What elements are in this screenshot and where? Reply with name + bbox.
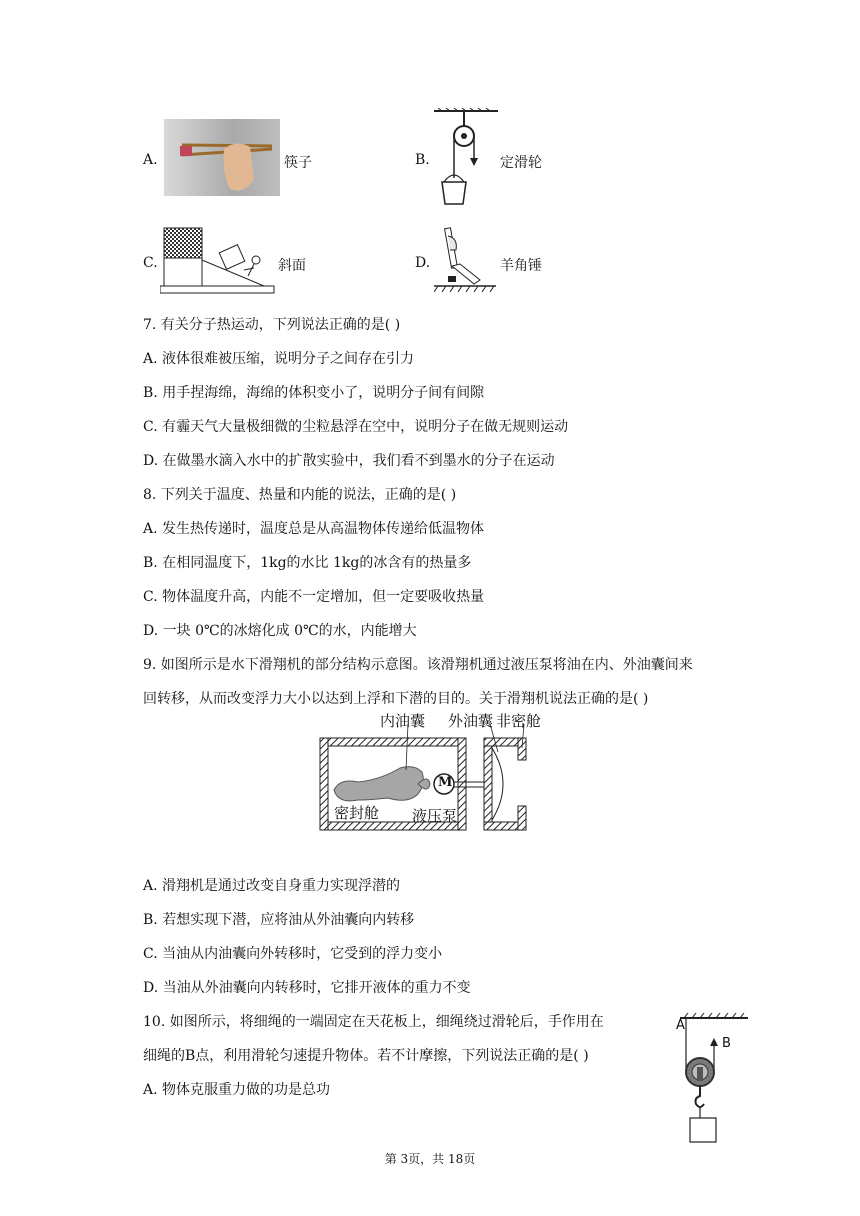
q7-option-c: C. 有霾天气大量极细微的尘粒悬浮在空中，说明分子在做无规则运动 xyxy=(143,419,569,435)
q9-stem-line1: 9. 如图所示是水下滑翔机的部分结构示意图。该滑翔机通过液压泵将油在内、外油囊间来 xyxy=(143,657,693,673)
q9-option-d: D. 当油从外油囊向内转移时，它排开液体的重力不变 xyxy=(143,980,471,996)
q7-option-b: B. 用手捏海绵，海绵的体积变小了，说明分子间有间隙 xyxy=(143,385,485,401)
page-footer: 第 3页，共 18页 xyxy=(384,1152,476,1166)
label-inner-bag: 内油囊 xyxy=(380,712,426,730)
q8-option-c: C. 物体温度升高，内能不一定增加，但一定要吸收热量 xyxy=(143,589,485,605)
q7-stem: 7. 有关分子热运动，下列说法正确的是( ) xyxy=(143,317,401,333)
fixed-pulley-icon xyxy=(432,108,500,208)
inclined-plane-image xyxy=(160,226,276,294)
label-pump: 液压泵 xyxy=(412,807,458,825)
label-motor: M xyxy=(438,775,453,790)
q9-option-b: B. 若想实现下潜，应将油从外油囊向内转移 xyxy=(143,912,415,928)
q9-option-a: A. 滑翔机是通过改变自身重力实现浮潜的 xyxy=(143,878,401,894)
label-a: A xyxy=(676,1018,685,1033)
claw-hammer-image xyxy=(434,226,498,296)
label-b: B xyxy=(722,1036,731,1051)
q10-stem-line1: 10. 如图所示，将细绳的一端固定在天花板上，细绳绕过滑轮后，手作用在 xyxy=(143,1014,604,1030)
claw-hammer-icon xyxy=(434,226,498,296)
q8-option-a: A. 发生热传递时，温度总是从高温物体传递给低温物体 xyxy=(143,521,485,537)
glider-diagram xyxy=(318,708,548,836)
q7-option-a: A. 液体很难被压缩，说明分子之间存在引力 xyxy=(143,351,415,367)
option-c-caption: 斜面 xyxy=(278,258,306,274)
q9-option-c: C. 当油从内油囊向外转移时，它受到的浮力变小 xyxy=(143,946,443,962)
label-outer-bag: 外油囊 xyxy=(448,712,494,730)
movable-pulley-diagram xyxy=(672,1012,752,1148)
fixed-pulley-image xyxy=(432,108,500,208)
option-c-letter: C. xyxy=(143,255,158,271)
option-d-caption: 羊角锤 xyxy=(500,258,542,274)
q9-stem-line2: 回转移，从而改变浮力大小以达到上浮和下潜的目的。关于滑翔机说法正确的是( ) xyxy=(143,691,649,707)
inclined-plane-icon xyxy=(160,226,276,294)
chopsticks-image xyxy=(164,119,280,196)
q8-stem: 8. 下列关于温度、热量和内能的说法，正确的是( ) xyxy=(143,487,457,503)
chopsticks-icon xyxy=(164,119,280,196)
option-d-letter: D. xyxy=(415,255,431,271)
option-b-letter: B. xyxy=(415,152,430,168)
q10-stem-line2: 细绳的B点，利用滑轮匀速提升物体。若不计摩擦，下列说法正确的是( ) xyxy=(143,1048,589,1064)
q10-option-a: A. 物体克服重力做的功是总功 xyxy=(143,1082,331,1098)
q7-option-d: D. 在做墨水滴入水中的扩散实验中，我们看不到墨水的分子在运动 xyxy=(143,453,555,469)
option-a-caption: 筷子 xyxy=(284,155,312,171)
q8-option-d: D. 一块 0℃的冰熔化成 0℃的水，内能增大 xyxy=(143,623,417,639)
label-non-sealed: 非密舱 xyxy=(496,712,542,730)
option-a-letter: A. xyxy=(143,152,158,168)
q8-option-b: B. 在相同温度下，1kg的水比 1kg的冰含有的热量多 xyxy=(143,555,472,571)
label-sealed-cabin: 密封舱 xyxy=(334,804,380,822)
option-b-caption: 定滑轮 xyxy=(500,155,542,171)
